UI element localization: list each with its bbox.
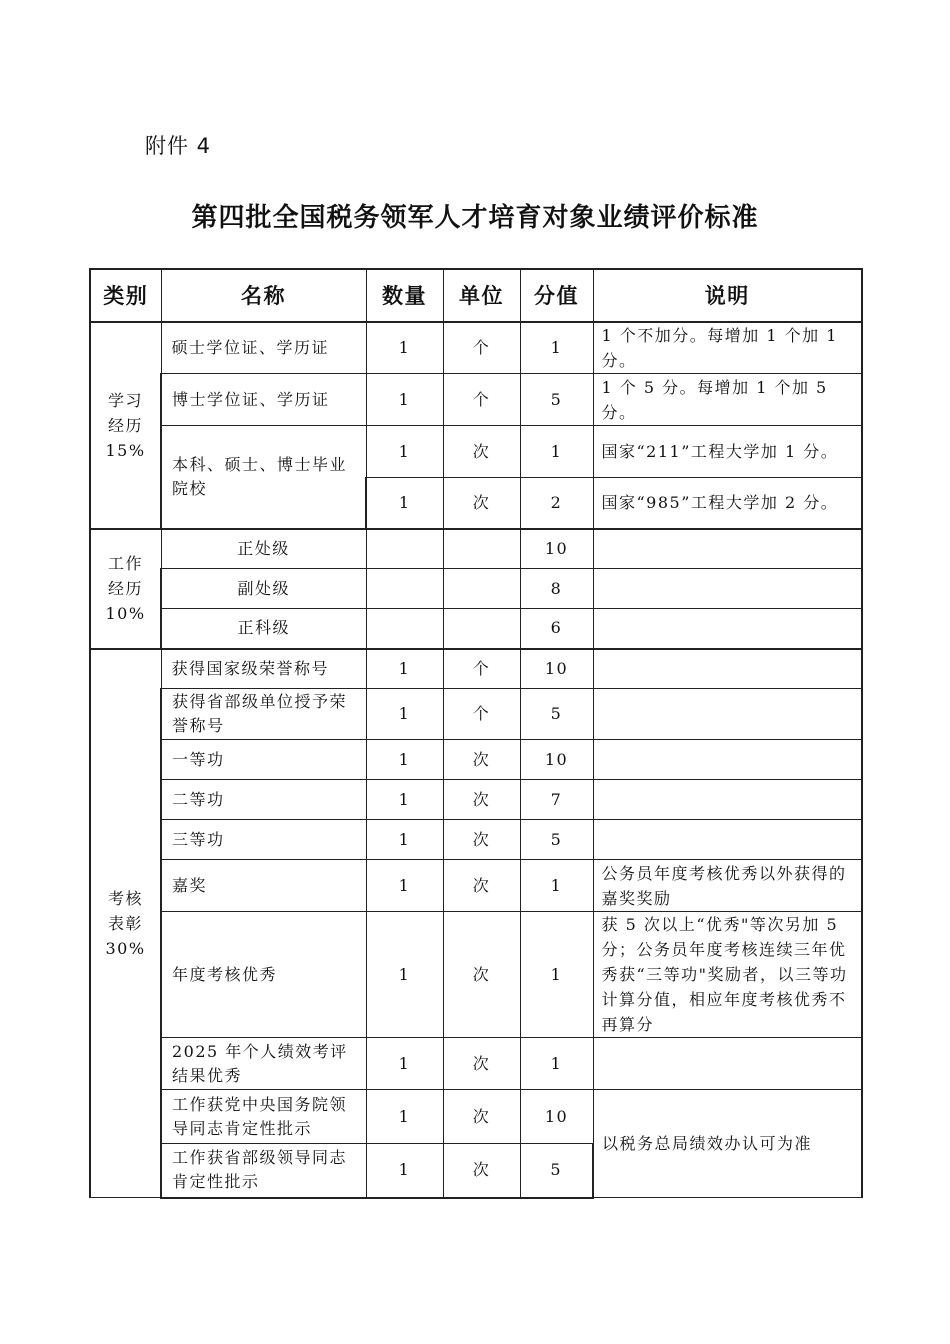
item-unit: 个 bbox=[443, 322, 520, 374]
item-unit: 个 bbox=[443, 374, 520, 426]
item-note bbox=[593, 1038, 862, 1090]
item-unit: 个 bbox=[443, 689, 520, 740]
category-line: 表彰 bbox=[107, 913, 143, 933]
item-score: 10 bbox=[520, 740, 593, 780]
header-category: 类别 bbox=[90, 269, 161, 322]
item-note bbox=[593, 609, 862, 649]
item-quantity: 1 bbox=[366, 820, 443, 860]
item-name: 年度考核优秀 bbox=[161, 912, 366, 1038]
table-row bbox=[90, 912, 862, 1038]
table-row bbox=[90, 374, 862, 426]
item-unit bbox=[443, 529, 520, 569]
category-line: 经历 bbox=[107, 579, 143, 598]
item-quantity: 1 bbox=[366, 322, 443, 374]
item-note bbox=[593, 649, 862, 689]
item-note: 获 5 次以上“优秀"等次另加 5 分；公务员年度考核连续三年优秀获“三等功"奖励者，以三等功计算分值，相应年度考核优秀不再算分 bbox=[593, 912, 862, 1038]
item-note: 国家“985”工程大学加 2 分。 bbox=[593, 478, 862, 529]
table-row bbox=[90, 780, 862, 820]
item-score: 1 bbox=[520, 860, 593, 912]
table-row bbox=[90, 820, 862, 860]
category-line: 考核 bbox=[107, 888, 143, 908]
item-quantity: 1 bbox=[366, 912, 443, 1038]
table-row bbox=[90, 1038, 862, 1090]
category-weight: 15% bbox=[105, 440, 146, 460]
category-line: 工作 bbox=[107, 554, 143, 573]
item-unit: 次 bbox=[443, 1038, 520, 1090]
category-cell-work bbox=[90, 529, 161, 649]
item-quantity: 1 bbox=[366, 1090, 443, 1144]
item-name: 工作获省部级领导同志肯定性批示 bbox=[161, 1144, 366, 1198]
item-name: 正处级 bbox=[161, 529, 366, 569]
table-row bbox=[90, 740, 862, 780]
item-name: 硕士学位证、学历证 bbox=[161, 322, 366, 374]
item-score: 6 bbox=[520, 609, 593, 649]
header-unit: 单位 bbox=[443, 269, 520, 322]
item-name: 工作获党中央国务院领导同志肯定性批示 bbox=[161, 1090, 366, 1144]
document-title: 第四批全国税务领军人才培育对象业绩评价标准 bbox=[191, 203, 759, 233]
item-note: 公务员年度考核优秀以外获得的嘉奖奖励 bbox=[593, 860, 862, 912]
item-unit: 次 bbox=[443, 1144, 520, 1198]
header-score: 分值 bbox=[520, 269, 593, 322]
item-name: 获得省部级单位授予荣誉称号 bbox=[161, 689, 366, 740]
item-quantity: 1 bbox=[366, 374, 443, 426]
item-quantity bbox=[366, 529, 443, 569]
item-score: 10 bbox=[520, 1090, 593, 1144]
item-score: 7 bbox=[520, 780, 593, 820]
item-name: 获得国家级荣誉称号 bbox=[161, 649, 366, 689]
item-quantity: 1 bbox=[366, 780, 443, 820]
item-quantity: 1 bbox=[366, 1144, 443, 1198]
item-note: 1 个不加分。每增加 1 个加 1 分。 bbox=[593, 322, 862, 374]
item-name: 二等功 bbox=[161, 780, 366, 820]
item-score: 1 bbox=[520, 912, 593, 1038]
item-score: 5 bbox=[520, 1144, 593, 1198]
item-score: 5 bbox=[520, 820, 593, 860]
table-row bbox=[90, 529, 862, 569]
table-row bbox=[90, 609, 862, 649]
item-unit: 次 bbox=[443, 478, 520, 529]
table-row bbox=[90, 1090, 862, 1144]
category-cell-study bbox=[90, 322, 161, 529]
item-name: 2025 年个人绩效考评结果优秀 bbox=[161, 1038, 366, 1090]
category-line: 经历 bbox=[107, 415, 143, 435]
category-weight: 30% bbox=[105, 938, 146, 958]
item-name: 正科级 bbox=[161, 609, 366, 649]
attachment-label: 附件 4 bbox=[145, 134, 212, 158]
item-quantity: 1 bbox=[366, 1038, 443, 1090]
item-name: 三等功 bbox=[161, 820, 366, 860]
item-score: 10 bbox=[520, 649, 593, 689]
item-name: 本科、硕士、博士毕业院校 bbox=[161, 426, 366, 529]
item-unit: 次 bbox=[443, 912, 520, 1038]
item-unit: 次 bbox=[443, 426, 520, 478]
item-unit: 个 bbox=[443, 649, 520, 689]
table-row bbox=[90, 689, 862, 740]
item-quantity: 1 bbox=[366, 426, 443, 478]
item-unit: 次 bbox=[443, 820, 520, 860]
item-unit: 次 bbox=[443, 860, 520, 912]
item-name: 副处级 bbox=[161, 569, 366, 609]
header-note: 说明 bbox=[593, 269, 862, 322]
item-score: 8 bbox=[520, 569, 593, 609]
item-quantity: 1 bbox=[366, 740, 443, 780]
table-row bbox=[90, 569, 862, 609]
item-note bbox=[593, 529, 862, 569]
item-name: 博士学位证、学历证 bbox=[161, 374, 366, 426]
item-score: 1 bbox=[520, 426, 593, 478]
category-line: 学习 bbox=[107, 390, 143, 410]
item-score: 2 bbox=[520, 478, 593, 529]
table-header-row bbox=[90, 269, 862, 322]
item-unit bbox=[443, 569, 520, 609]
category-weight: 10% bbox=[105, 604, 146, 623]
item-note bbox=[593, 740, 862, 780]
item-score: 5 bbox=[520, 689, 593, 740]
item-unit: 次 bbox=[443, 780, 520, 820]
category-cell-assessment bbox=[90, 649, 161, 1198]
item-quantity: 1 bbox=[366, 689, 443, 740]
item-score: 1 bbox=[520, 322, 593, 374]
item-unit bbox=[443, 609, 520, 649]
item-quantity: 1 bbox=[366, 649, 443, 689]
item-note bbox=[593, 569, 862, 609]
table-row bbox=[90, 426, 862, 478]
item-quantity bbox=[366, 569, 443, 609]
item-name: 嘉奖 bbox=[161, 860, 366, 912]
item-quantity: 1 bbox=[366, 860, 443, 912]
evaluation-table bbox=[89, 268, 863, 1199]
item-score: 10 bbox=[520, 529, 593, 569]
header-name: 名称 bbox=[161, 269, 366, 322]
table-row bbox=[90, 860, 862, 912]
item-name: 一等功 bbox=[161, 740, 366, 780]
item-note bbox=[593, 780, 862, 820]
item-note: 以税务总局绩效办认可为准 bbox=[593, 1090, 862, 1198]
item-unit: 次 bbox=[443, 740, 520, 780]
table-row bbox=[90, 649, 862, 689]
item-score: 5 bbox=[520, 374, 593, 426]
item-note: 1 个 5 分。每增加 1 个加 5 分。 bbox=[593, 374, 862, 426]
item-note bbox=[593, 689, 862, 740]
table-row bbox=[90, 322, 862, 374]
item-quantity: 1 bbox=[366, 478, 443, 529]
item-note: 国家“211”工程大学加 1 分。 bbox=[593, 426, 862, 478]
header-quantity: 数量 bbox=[366, 269, 443, 322]
item-score: 1 bbox=[520, 1038, 593, 1090]
item-quantity bbox=[366, 609, 443, 649]
item-unit: 次 bbox=[443, 1090, 520, 1144]
item-note bbox=[593, 820, 862, 860]
